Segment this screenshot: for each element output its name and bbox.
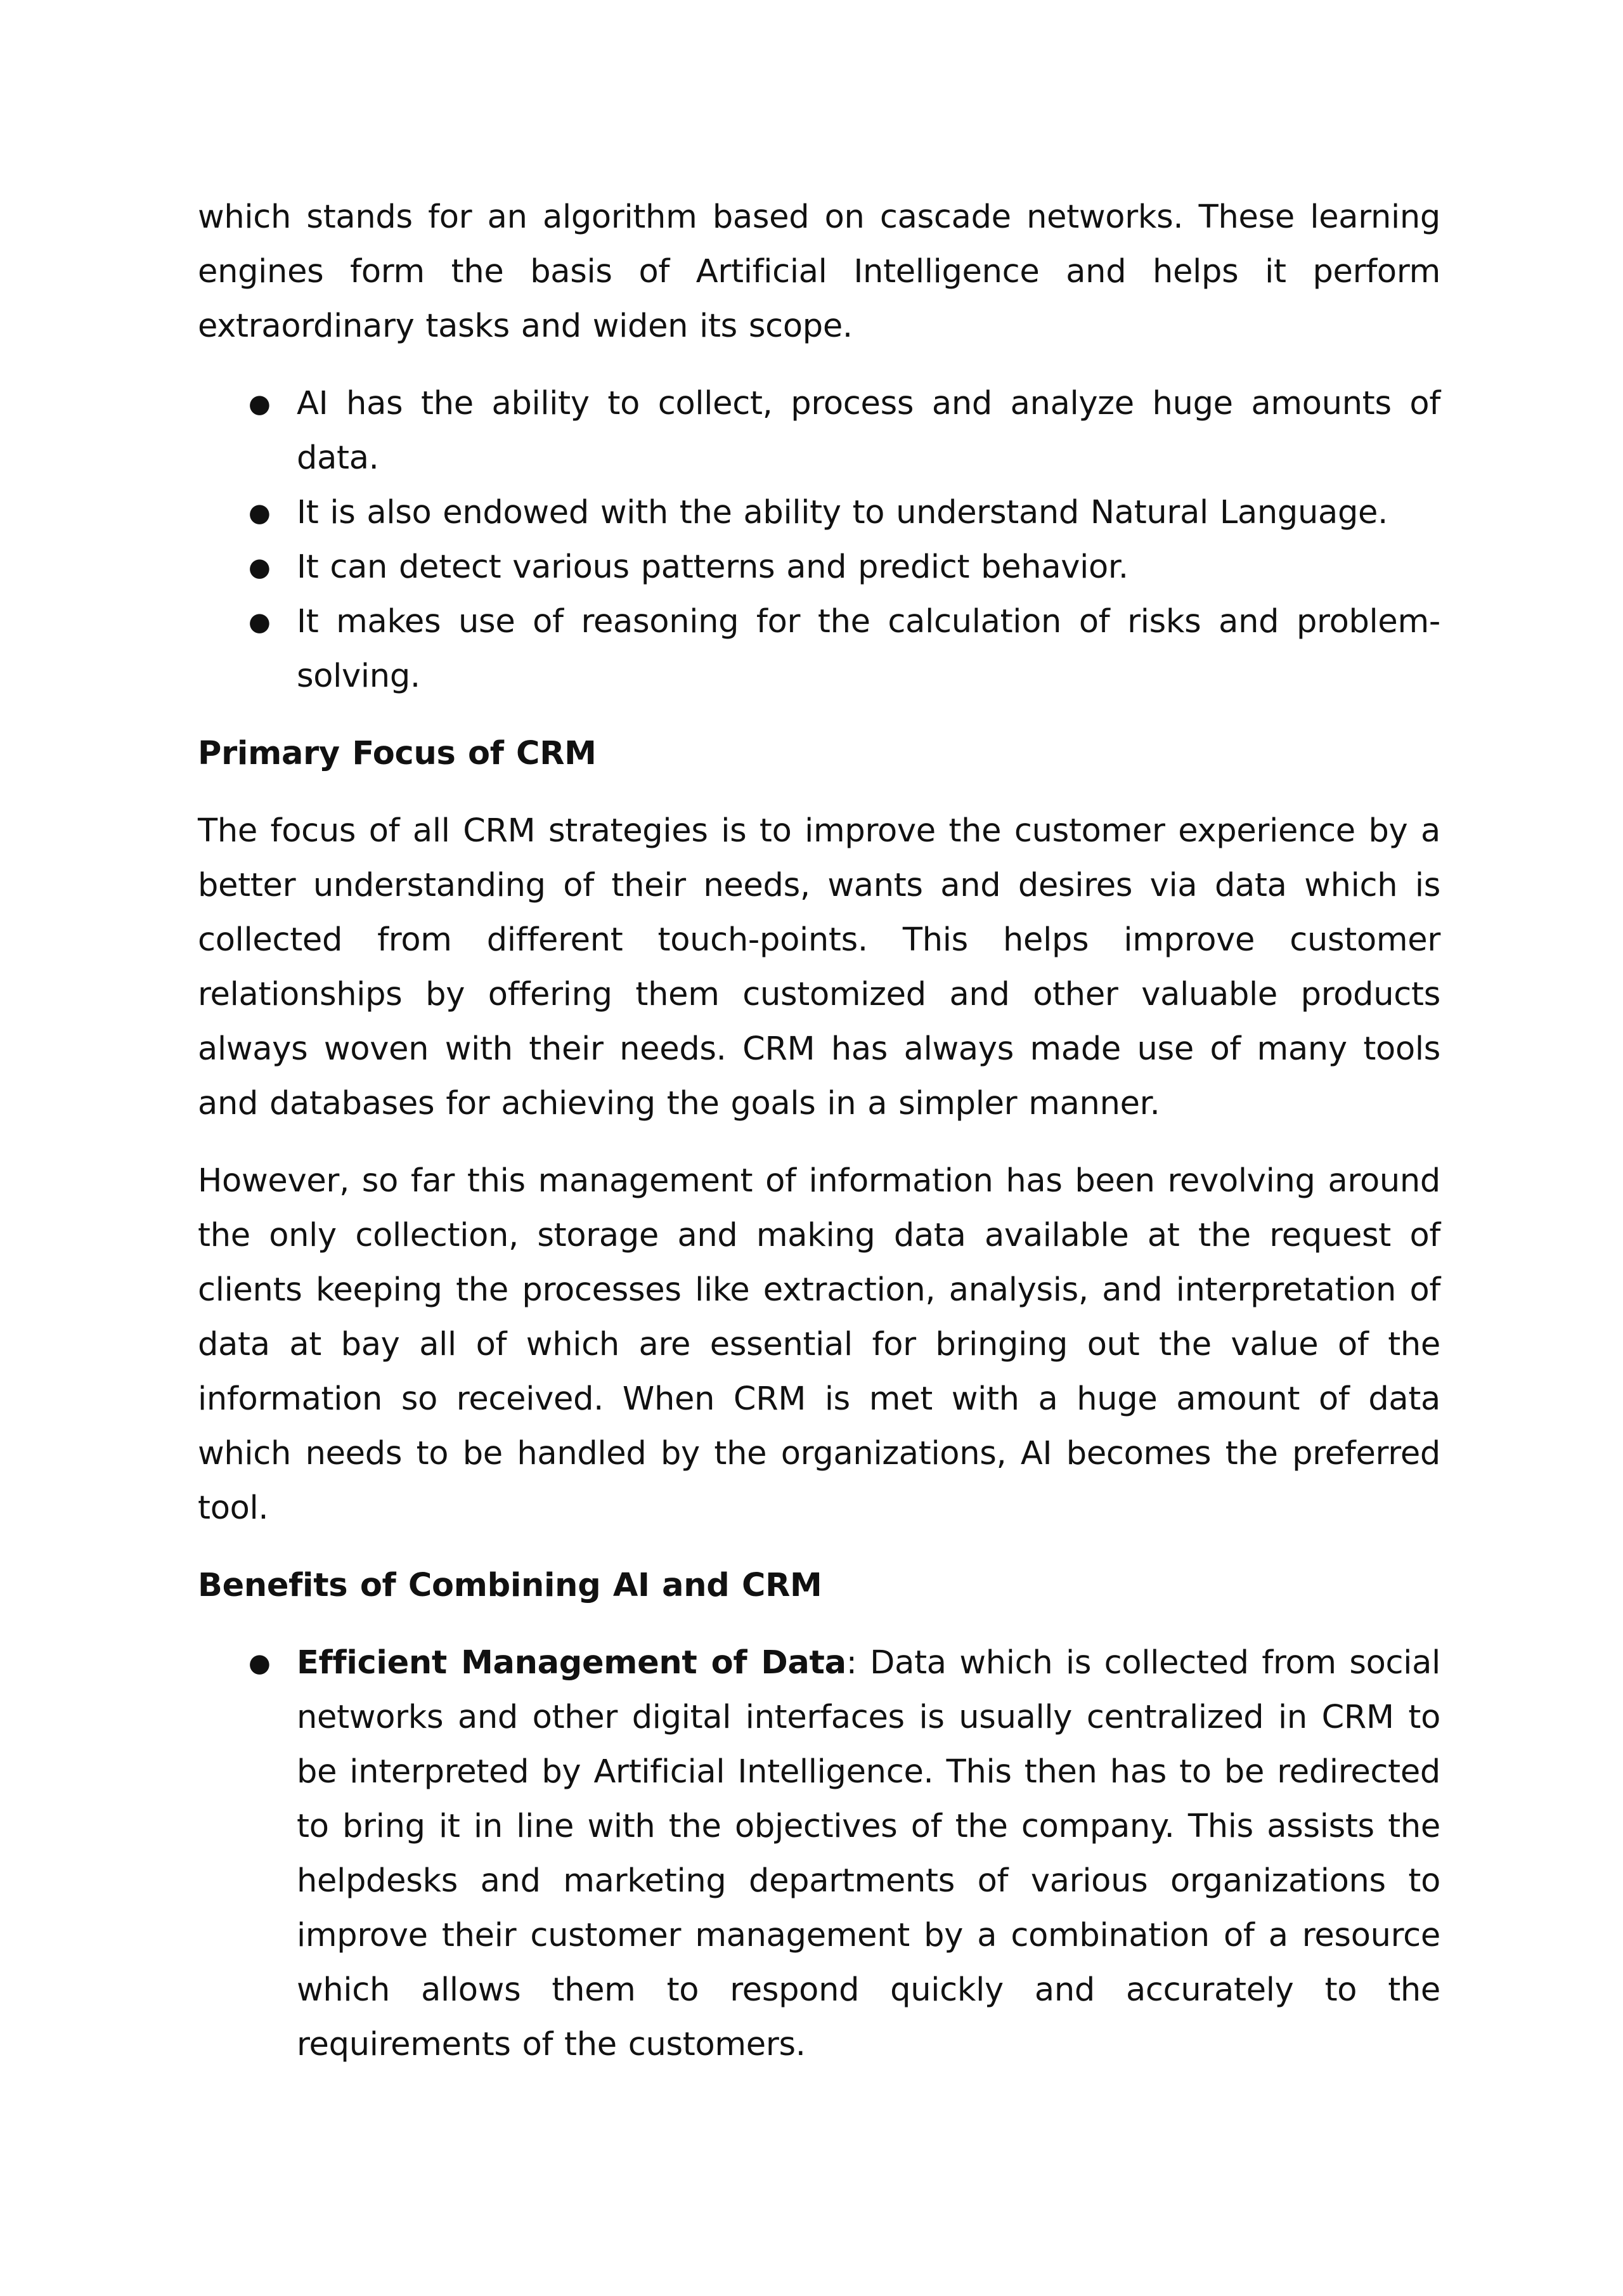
section-heading-primary-focus: Primary Focus of CRM xyxy=(198,735,597,772)
list-item xyxy=(198,595,1440,704)
bullet-icon: ● xyxy=(249,1649,271,1678)
list-item-text: It makes use of reasoning for the calculation of risks and problem-solving. xyxy=(297,603,1440,695)
section1-paragraph-1: The focus of all CRM strategies is to improve the customer experience by a better understanding of their needs, wants and desires via data which is collected from different touch-points. This helps improve customer relationships by offering them customized and other valuable products always woven with their needs. CRM has always made use of many tools and databases for achieving the goals in a simpler manner. xyxy=(198,812,1440,1122)
bullet-icon: ● xyxy=(249,553,271,582)
list-item xyxy=(198,486,1440,540)
section-heading-benefits: Benefits of Combining AI and CRM xyxy=(198,1567,822,1604)
benefit-text: : Data which is collected from social networks and other digital interfaces is usually centralized in CRM to be interpreted by Artificial Intelligence. This then has to be redirected to bring it in line with the objectives of the company. This assists the helpdesks and marketing departments of various organizations to improve their customer management by a combination of a resource which allows them to respond quickly and accurately to the requirements of the customers. xyxy=(297,1644,1440,2063)
benefits-list xyxy=(198,1636,1440,2072)
list-item-text: It is also endowed with the ability to understand Natural Language. xyxy=(297,494,1388,531)
list-item xyxy=(198,377,1440,486)
ai-abilities-list xyxy=(198,377,1440,704)
list-item xyxy=(198,540,1440,595)
list-item xyxy=(198,1636,1440,2072)
list-item-text: AI has the ability to collect, process and analyze huge amounts of data. xyxy=(297,385,1440,477)
list-item-text: It can detect various patterns and predict behavior. xyxy=(297,548,1128,586)
bullet-icon: ● xyxy=(249,389,271,418)
benefit-term: Efficient Management of Data xyxy=(297,1644,846,1682)
bullet-icon: ● xyxy=(249,498,271,528)
intro-paragraph: which stands for an algorithm based on cascade networks. These learning engines form the basis of Artificial Intelligence and helps it perform extraordinary tasks and widen its scope. xyxy=(198,198,1440,345)
bullet-icon: ● xyxy=(249,607,271,637)
document-page xyxy=(198,190,1440,2095)
section1-paragraph-2: However, so far this management of information has been revolving around the only collection, storage and making data available at the request of clients keeping the processes like extraction, analysis, and interpretation of data at bay all of which are essential for bringing out the value of the information so received. When CRM is met with a huge amount of data which needs to be handled by the organizations, AI becomes the preferred tool. xyxy=(198,1162,1440,1527)
